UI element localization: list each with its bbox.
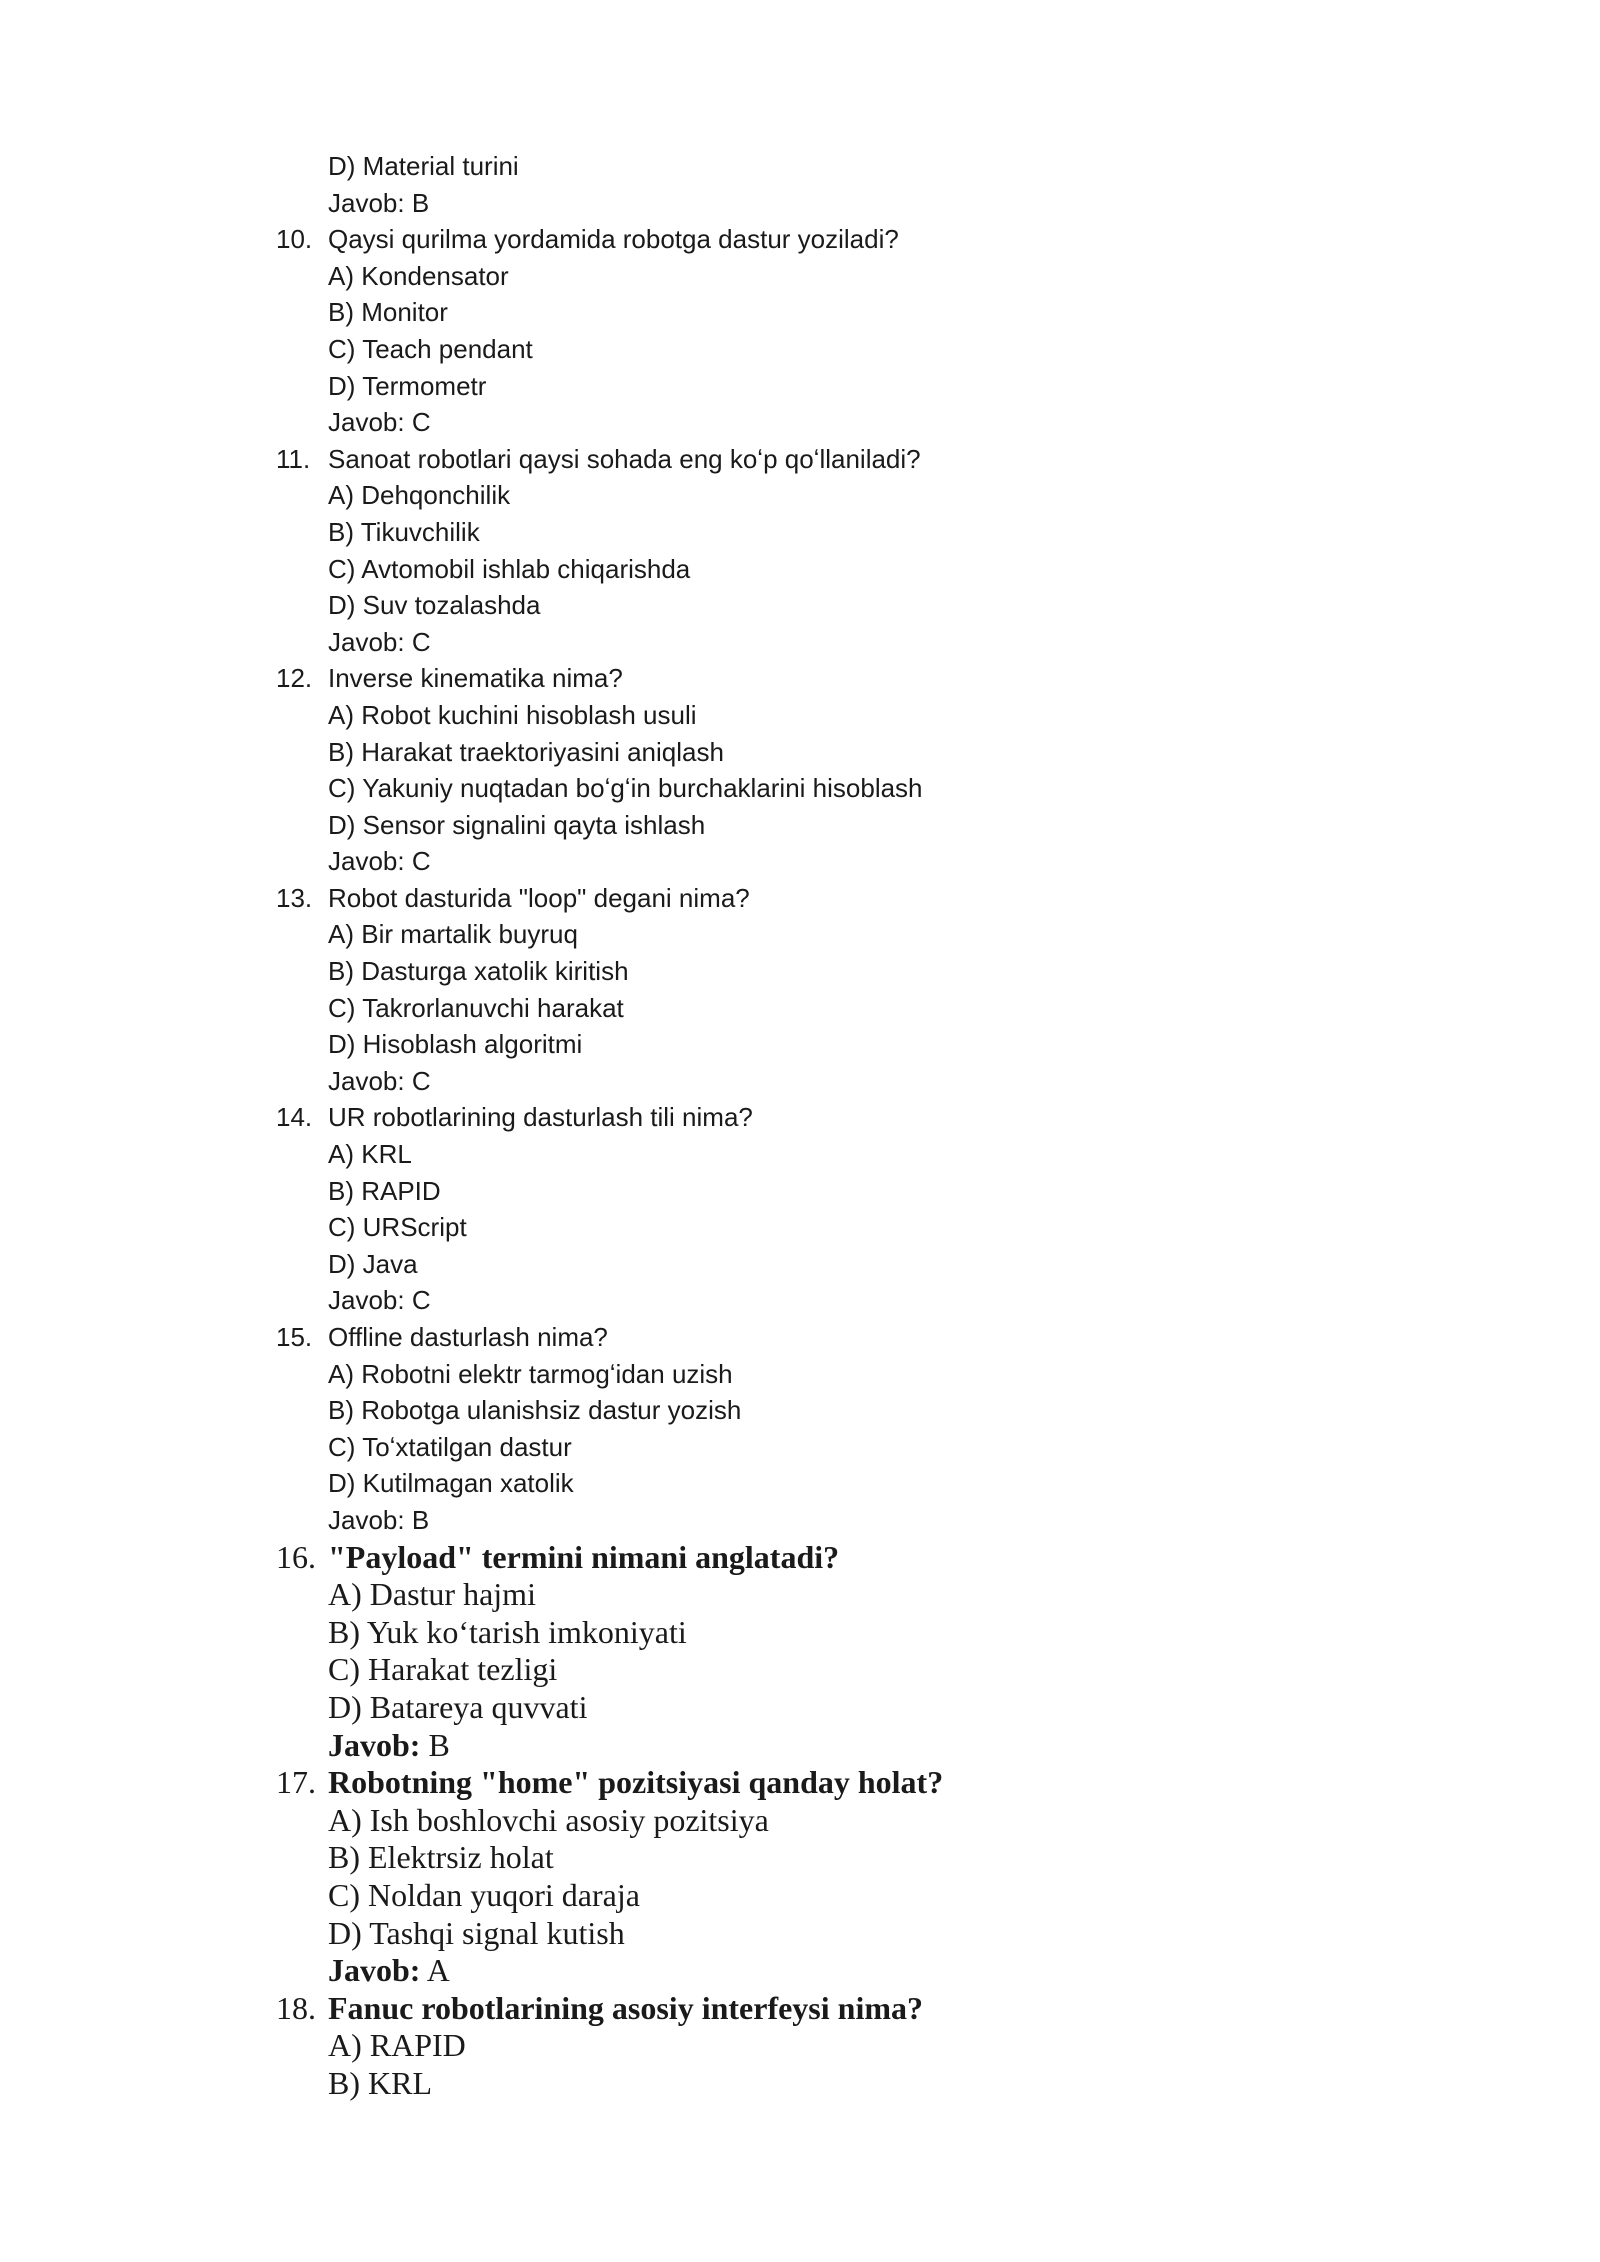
option-text: A) KRL <box>328 1139 412 1170</box>
answer-line <box>0 404 1600 441</box>
option-text: A) Dastur hajmi <box>328 1576 536 1613</box>
option-line <box>0 916 1600 953</box>
option-text: C) URScript <box>328 1212 467 1243</box>
option-text: D) Suv tozalashda <box>328 590 541 621</box>
option-text: D) Hisoblash algoritmi <box>328 1029 583 1060</box>
option-text: B) Elektrsiz holat <box>328 1839 554 1876</box>
answer-text: Javob: C <box>328 1285 431 1316</box>
answer-text: Javob: C <box>328 1065 431 1096</box>
question-line <box>0 1099 1600 1136</box>
option-line <box>0 368 1600 405</box>
question-text: Fanuc robotlarining asosiy interfeysi nima? <box>328 1989 923 2026</box>
option-text: D) Sensor signalini qayta ishlash <box>328 809 706 840</box>
question-number: 16. <box>276 1538 316 1575</box>
question-number: 17. <box>276 1764 316 1801</box>
question-text: "Payload" termini nimani anglatadi? <box>328 1538 840 1575</box>
question-number: 14. <box>276 1102 313 1133</box>
option-line <box>0 2065 1600 2103</box>
question-number: 15. <box>276 1322 313 1352</box>
question-text: Robot dasturida "loop" degani nima? <box>328 882 750 913</box>
option-line <box>0 477 1600 514</box>
option-text: D) Kutilmagan xatolik <box>328 1468 574 1499</box>
option-line <box>0 1246 1600 1283</box>
option-text: C) Yakuniy nuqtadan boʻgʻin burchaklarini hisoblash <box>328 773 923 804</box>
question-line <box>0 221 1600 258</box>
question-text: UR robotlarining dasturlash tili nima? <box>328 1102 753 1133</box>
answer-line <box>0 624 1600 661</box>
question-number: 18. <box>276 1989 316 2026</box>
answer-text <box>328 1952 450 1990</box>
option-line <box>0 770 1600 807</box>
option-text: D) Java <box>328 1248 418 1279</box>
answer-line <box>0 1502 1600 1539</box>
question-text: Robotning "home" pozitsiyasi qanday holat? <box>328 1764 944 1801</box>
answer-text <box>328 1727 450 1765</box>
option-line <box>0 1356 1600 1393</box>
option-line <box>0 551 1600 588</box>
option-text: C) Avtomobil ishlab chiqarishda <box>328 553 691 584</box>
question-text: Inverse kinematika nima? <box>328 663 623 694</box>
option-text: C) Toʻxtatilgan dastur <box>328 1431 572 1462</box>
option-text: C) Harakat tezligi <box>328 1651 558 1688</box>
option-text: D) Material turini <box>328 151 519 181</box>
option-line <box>0 294 1600 331</box>
answer-value: B <box>428 1726 450 1763</box>
option-line <box>0 734 1600 771</box>
question-line <box>0 880 1600 917</box>
question-line <box>0 1539 1600 1577</box>
option-text: B) Robotga ulanishsiz dastur yozish <box>328 1395 742 1426</box>
option-line <box>0 1915 1600 1953</box>
option-line <box>0 1576 1600 1614</box>
option-line <box>0 1877 1600 1915</box>
option-line <box>0 2027 1600 2065</box>
answer-line <box>0 1282 1600 1319</box>
option-text: C) Takrorlanuvchi harakat <box>328 992 624 1023</box>
answer-value: A <box>426 1952 450 1989</box>
question-line <box>0 1990 1600 2028</box>
option-line <box>0 1429 1600 1466</box>
answer-label: Javob: <box>328 1952 421 1989</box>
option-text: D) Termometr <box>328 370 487 401</box>
answer-label: Javob: <box>328 1726 421 1763</box>
answer-text: Javob: B <box>328 187 430 218</box>
option-line <box>0 1173 1600 1210</box>
answer-text: Javob: C <box>328 846 431 877</box>
option-line <box>0 1802 1600 1840</box>
option-text: C) Noldan yuqori daraja <box>328 1876 640 1913</box>
question-number: 12. <box>276 663 313 694</box>
option-line <box>0 148 1600 185</box>
option-line <box>0 807 1600 844</box>
answer-line <box>0 1063 1600 1100</box>
question-number: 11. <box>276 443 311 474</box>
option-line <box>0 587 1600 624</box>
question-line <box>0 1764 1600 1802</box>
option-text: A) Robot kuchini hisoblash usuli <box>328 699 697 730</box>
answer-text: Javob: C <box>328 407 431 438</box>
option-text: B) Monitor <box>328 297 448 328</box>
question-text: Sanoat robotlari qaysi sohada eng koʻp qoʻllaniladi? <box>328 443 921 474</box>
question-line <box>0 441 1600 478</box>
option-text: A) Bir martalik buyruq <box>328 919 578 950</box>
option-line <box>0 514 1600 551</box>
option-text: B) Dasturga xatolik kiritish <box>328 956 629 987</box>
option-line <box>0 1465 1600 1502</box>
option-text: D) Tashqi signal kutish <box>328 1914 625 1951</box>
option-text: A) Robotni elektr tarmogʻidan uzish <box>328 1358 733 1389</box>
answer-line <box>0 843 1600 880</box>
option-line <box>0 1614 1600 1652</box>
answer-line <box>0 185 1600 222</box>
option-text: D) Batareya quvvati <box>328 1688 588 1725</box>
option-text: B) Harakat traektoriyasini aniqlash <box>328 736 724 767</box>
option-line <box>0 697 1600 734</box>
option-line <box>0 990 1600 1027</box>
document-page <box>0 148 1600 2102</box>
option-line <box>0 331 1600 368</box>
option-text: A) RAPID <box>328 2027 466 2064</box>
option-line <box>0 1209 1600 1246</box>
option-text: B) Yuk koʻtarish imkoniyati <box>328 1613 687 1650</box>
option-text: B) KRL <box>328 2064 432 2101</box>
option-text: A) Dehqonchilik <box>328 480 511 511</box>
answer-line <box>0 1727 1600 1765</box>
question-text: Qaysi qurilma yordamida robotga dastur yoziladi? <box>328 224 899 255</box>
question-text: Offline dasturlash nima? <box>328 1322 608 1352</box>
answer-line <box>0 1952 1600 1990</box>
option-line <box>0 1136 1600 1173</box>
question-line <box>0 1319 1600 1356</box>
option-line <box>0 1689 1600 1727</box>
option-text: A) Kondensator <box>328 260 509 291</box>
option-line <box>0 953 1600 990</box>
answer-text: Javob: B <box>328 1504 430 1535</box>
option-line <box>0 1839 1600 1877</box>
option-line <box>0 1392 1600 1429</box>
option-text: A) Ish boshlovchi asosiy pozitsiya <box>328 1801 769 1838</box>
option-line <box>0 258 1600 295</box>
option-text: C) Teach pendant <box>328 333 533 364</box>
question-number: 10. <box>276 224 313 255</box>
option-line <box>0 1651 1600 1689</box>
option-line <box>0 1026 1600 1063</box>
option-text: B) RAPID <box>328 1175 441 1206</box>
answer-text: Javob: C <box>328 626 431 657</box>
question-line <box>0 660 1600 697</box>
option-text: B) Tikuvchilik <box>328 516 480 547</box>
question-number: 13. <box>276 882 313 913</box>
